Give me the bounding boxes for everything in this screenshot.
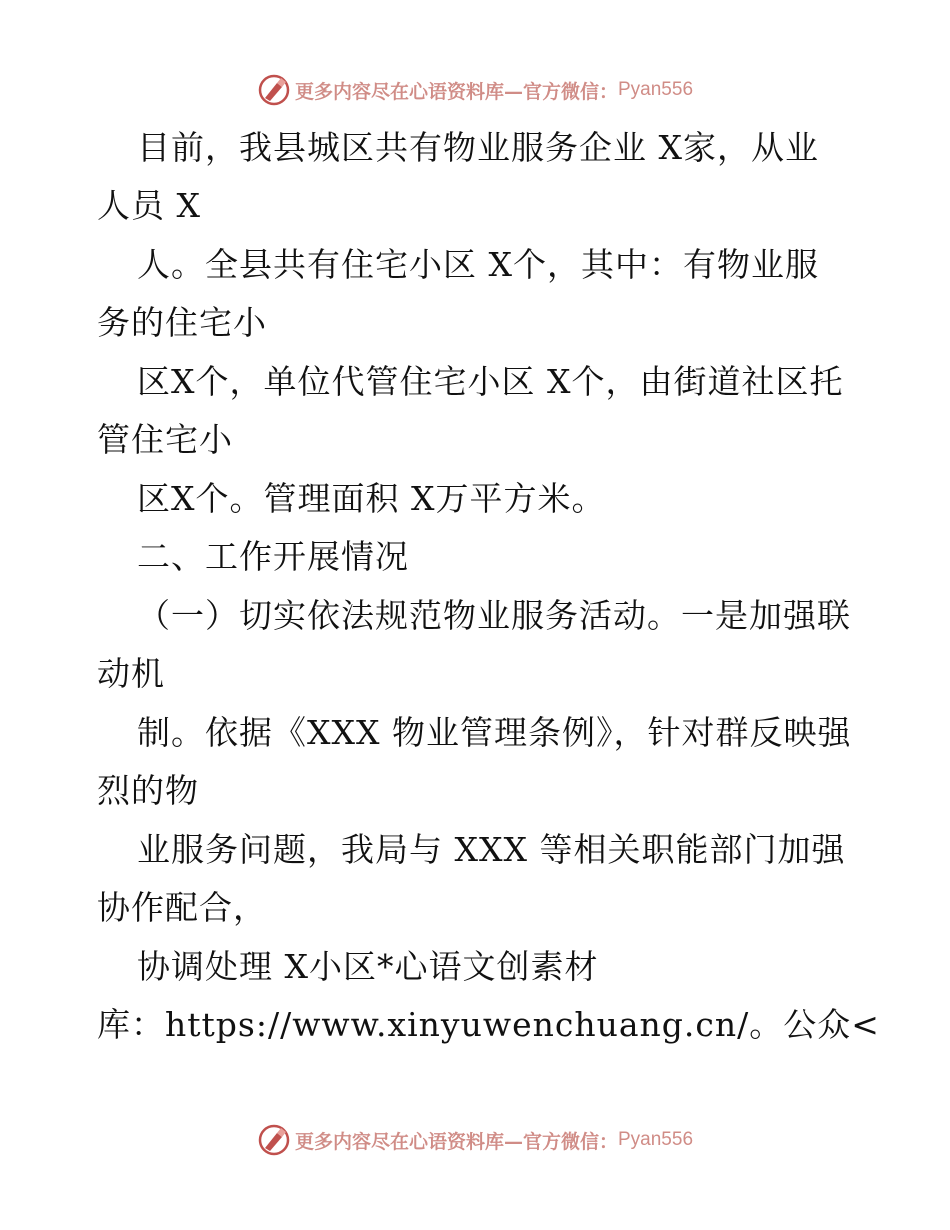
footer-banner-id: Pyan556: [618, 1129, 694, 1150]
header-banner-text: 更多内容尽在心语资料库—官方微信：: [294, 80, 618, 103]
text-line: 协作配合，: [97, 888, 267, 927]
header-banner: [0, 70, 950, 110]
footer-banner: [0, 1120, 950, 1160]
text-line: 人。全县共有住宅小区 X个，其中：有物业服: [137, 245, 819, 284]
section-heading: 二、工作开展情况: [137, 537, 409, 576]
text-line: 制。依据《XXX 物业管理条例》，针对群反映强: [137, 713, 852, 752]
text-line: 协调处理 X小区*心语文创素材: [137, 947, 599, 986]
text-line: 库：https://www.xinyuwenchuang.cn/。公众<: [97, 1005, 880, 1044]
text-line: 区X个，单位代管住宅小区 X个，由街道社区托: [137, 362, 844, 401]
footer-banner-text: 更多内容尽在心语资料库—官方微信：: [294, 1130, 618, 1153]
text-line: 人员 X: [97, 186, 201, 225]
text-line: （一）切实依法规范物业服务活动。一是加强联: [137, 596, 851, 635]
text-line: 烈的物: [97, 771, 199, 810]
text-line: 目前，我县城区共有物业服务企业 X家，从业: [137, 128, 819, 167]
text-line: 区X个。管理面积 X万平方米。: [137, 479, 606, 518]
text-line: 管住宅小: [97, 420, 233, 459]
pen-logo-icon: [257, 1123, 291, 1157]
text-line: 务的住宅小: [97, 303, 267, 342]
text-line: 业服务问题，我局与 XXX 等相关职能部门加强: [137, 830, 846, 869]
text-line: 动机: [97, 654, 165, 693]
header-banner-id: Pyan556: [618, 79, 694, 100]
pen-logo-icon: [257, 73, 291, 107]
